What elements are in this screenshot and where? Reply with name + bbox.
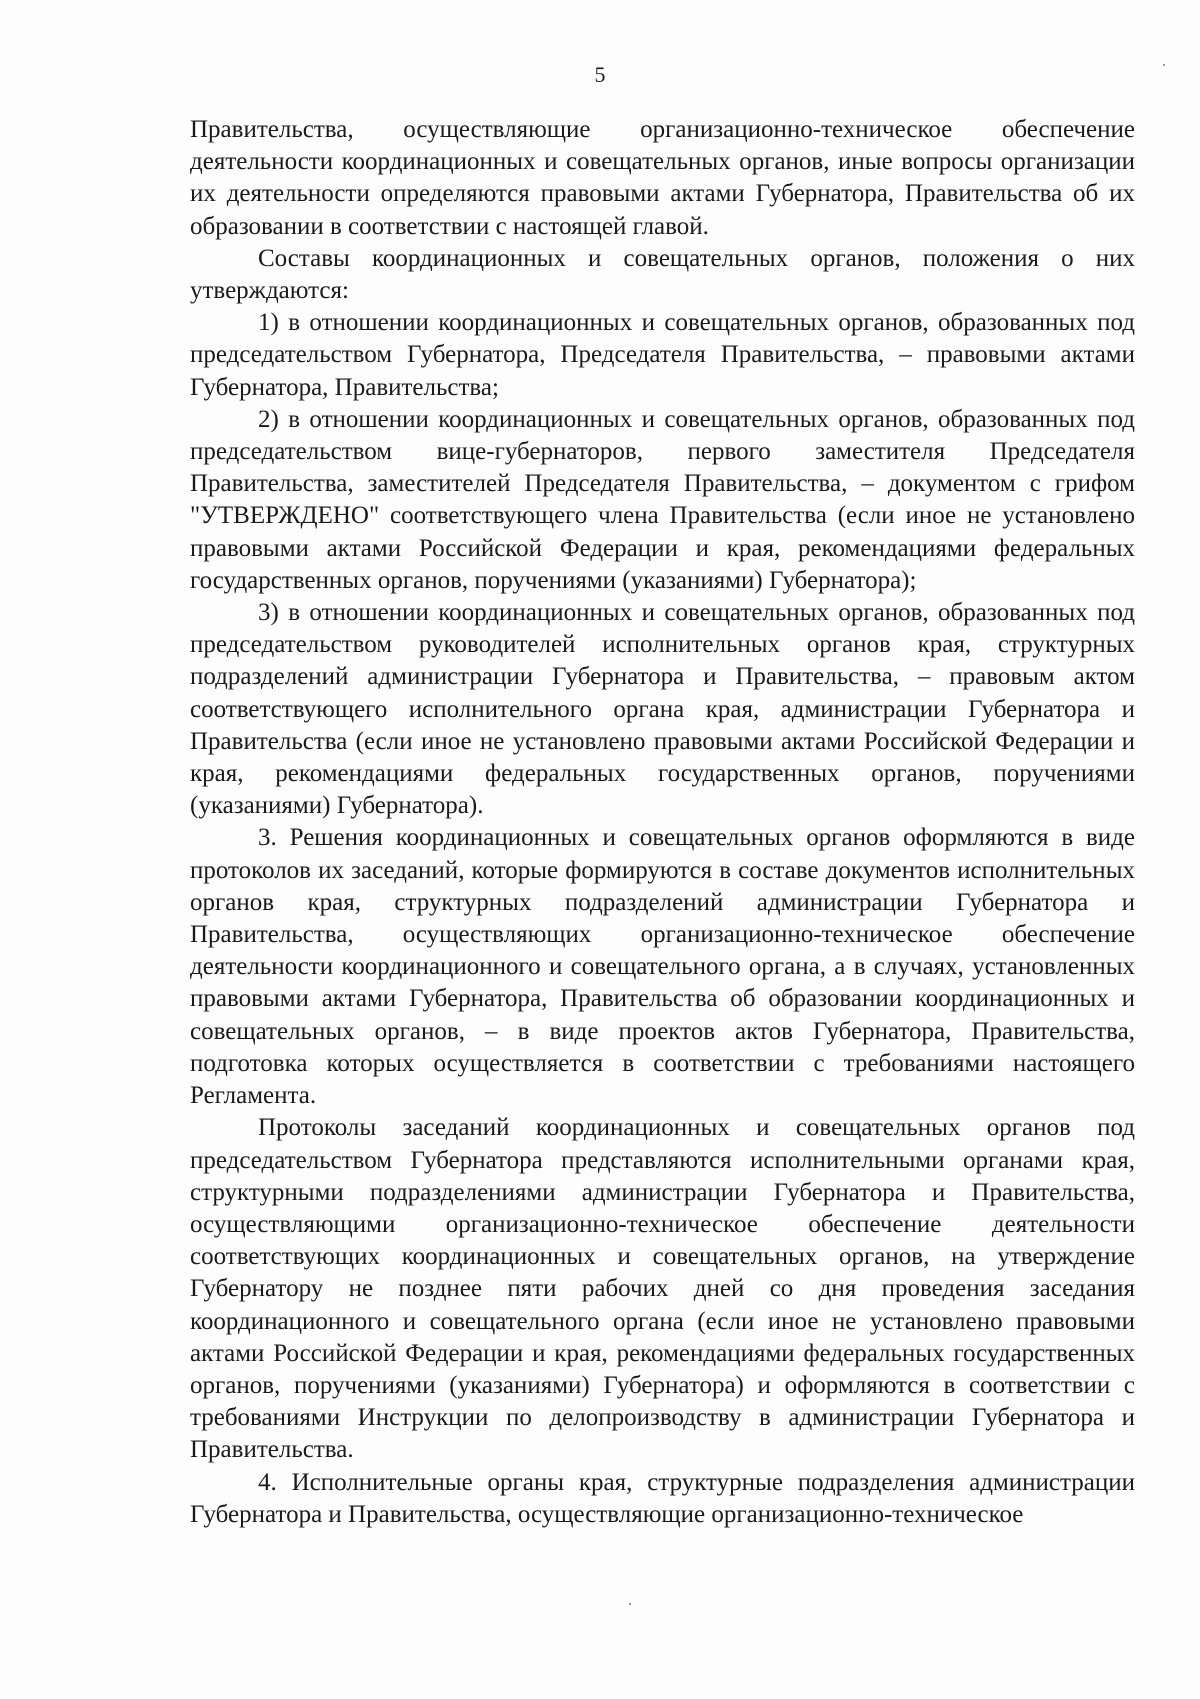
- paragraph-protocols: Протоколы заседаний координационных и совещательных органов под председательством Губернатора представляются исполнительными органами края, структурными подразделениями администрации Губернатора и Правительства, осуществляющими организационно-техническое обеспечение деятельности соответствующих координационных и совещательных органов, на утверждение Губернатору не позднее пяти рабочих дней со дня проведения заседания координационного и совещательного органа (если иное не установлено правовыми актами Российской Федерации и края, рекомендациями федеральных государственных органов, поручениями (указаниями) Губернатора) и оформляются в соответствии с требованиями Инструкции по делопроизводству в администрации Губернатора и Правительства.: [190, 1114, 1135, 1464]
- list-item-3: 3) в отношении координационных и совещательных органов, образованных под председательством руководителей исполнительных органов края, структурных подразделений администрации Губернатора и Правительства, – правовым актом соответствующего исполнительного органа края, администрации Губернатора и Правительства (если иное не установлено правовыми актами Российской Федерации и края, рекомендациями федеральных государственных органов, поручениями (указаниями) Губернатора).: [190, 599, 1135, 820]
- clause-3: 3. Решения координационных и совещательных органов оформляются в виде протоколов их заседаний, которые формируются в составе документов исполнительных органов края, структурных подразделений администрации Губернатора и Правительства, осуществляющих организационно-техническое обеспечение деятельности координационного и совещательного органа, а в случаях, установленных правовыми актами Губернатора, Правительства об образовании координационных и совещательных органов, – в виде проектов актов Губернатора, Правительства, подготовка которых осуществляется в соответствии с требованиями настоящего Регламента.: [190, 824, 1135, 1110]
- paragraph-continuation: Правительства, осуществляющие организационно-техническое обеспечение деятельности координационных и совещательных органов, иные вопросы организации их деятельности определяются правовыми актами Губернатора, Правительства об их образовании в соответствии с настоящей главой.: [190, 116, 1135, 240]
- list-item-2: 2) в отношении координационных и совещательных органов, образованных под председательством вице-губернаторов, первого заместителя Председателя Правительства, заместителей Председателя Правительства, – документом с грифом "УТВЕРЖДЕНО" соответствующего члена Правительства (если иное не установлено правовыми актами Российской Федерации и края, рекомендациями федеральных государственных органов, поручениями (указаниями) Губернатора);: [190, 405, 1135, 594]
- clause-4: 4. Исполнительные органы края, структурные подразделения администрации Губернатора и Правительства, осуществляющие организационно-техническое: [190, 1468, 1135, 1528]
- scan-speck: [1163, 64, 1165, 66]
- list-item-1: 1) в отношении координационных и совещательных органов, образованных под председательством Губернатора, Председателя Правительства, – правовыми актами Губернатора, Правительства;: [190, 309, 1135, 401]
- document-body: [190, 114, 1135, 1531]
- page-number: 5: [594, 62, 606, 87]
- scan-speck: [629, 1603, 631, 1605]
- paragraph-compositions-intro: Составы координационных и совещательных органов, положения о них утверждаются:: [190, 244, 1135, 305]
